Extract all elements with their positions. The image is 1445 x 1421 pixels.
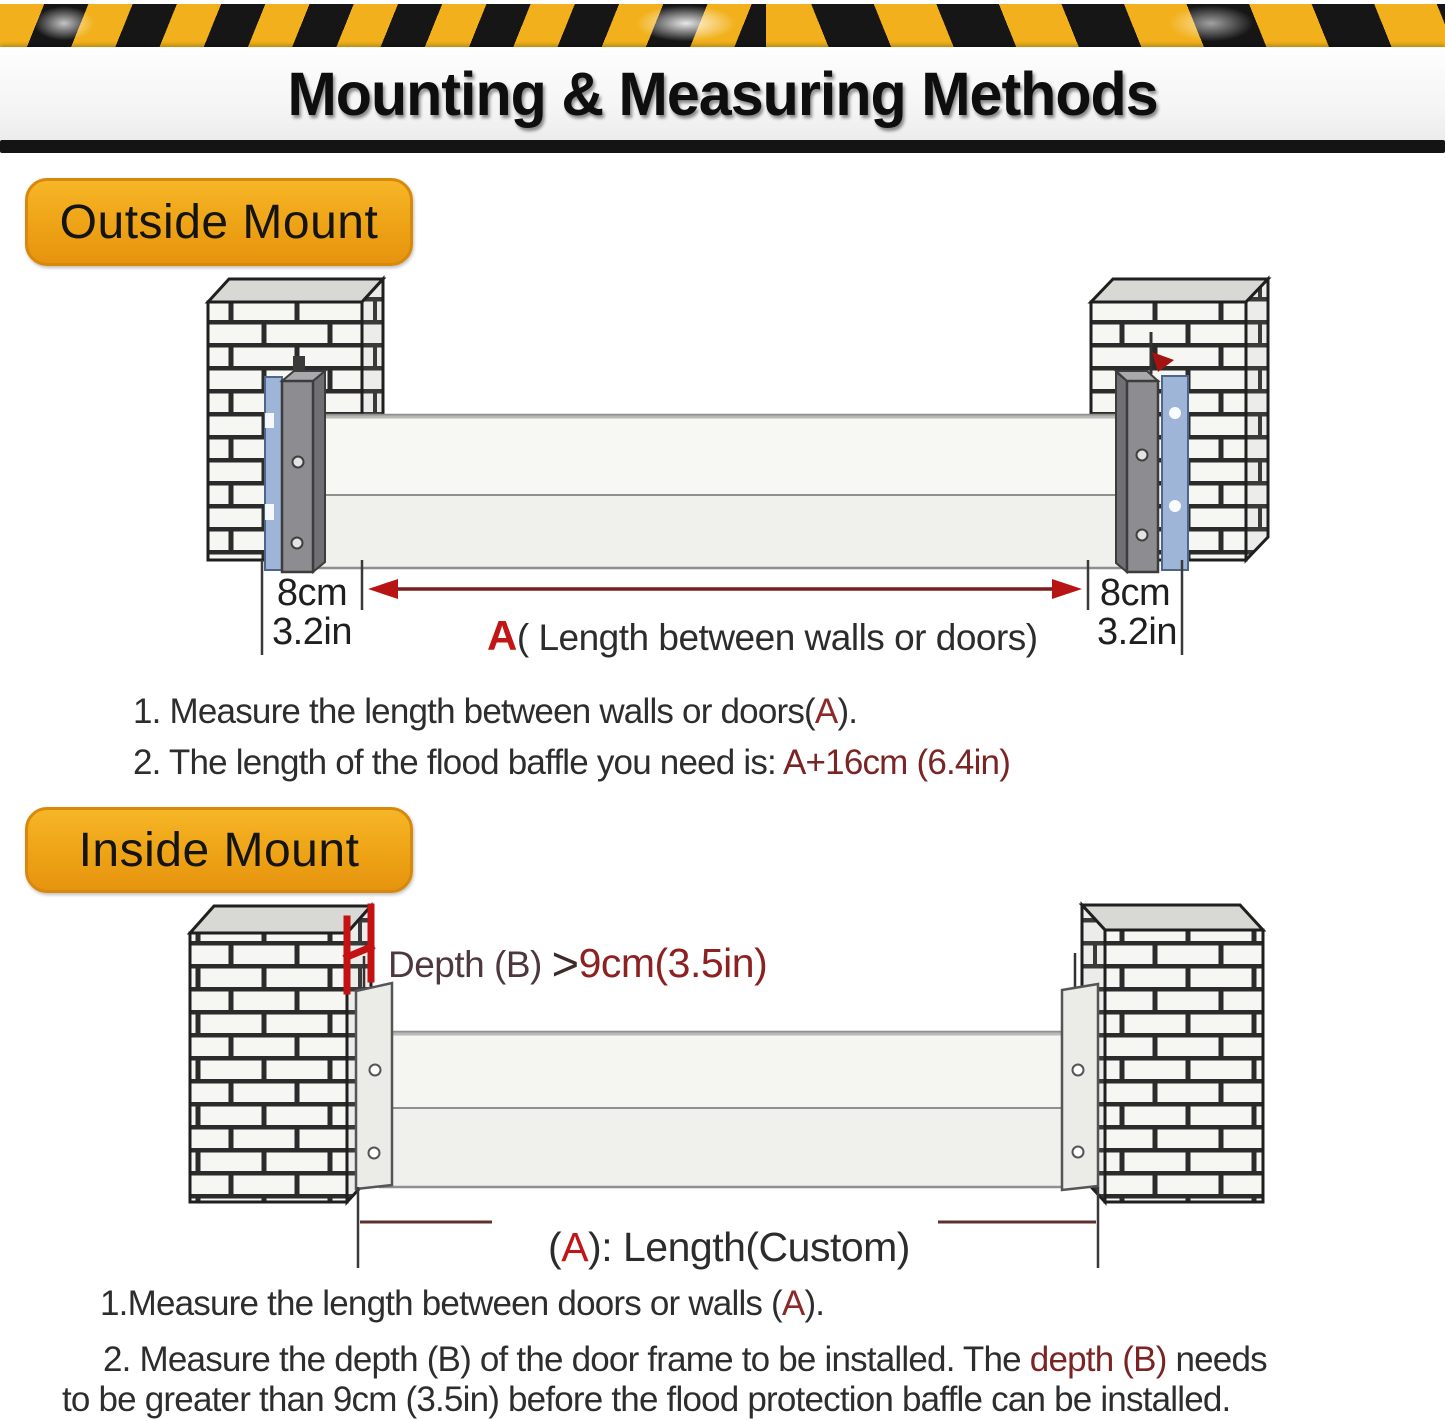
offset-right-cm: 8cm [1099, 572, 1171, 614]
mounting-bracket-left [282, 356, 325, 572]
var-a: A [487, 612, 517, 659]
outside-mount-label: Outside Mount [25, 178, 413, 266]
outside-step-2: 2. The length of the flood baffle you need is: A+16cm (6.4in) [133, 743, 1011, 782]
inside-step-2-line-2: to be greater than 9cm (3.5in) before the flood protection baffle can be installed. [62, 1380, 1231, 1419]
inside-mount-label: Inside Mount [25, 807, 413, 893]
screw-hole [1137, 450, 1148, 461]
screw-hole [369, 1148, 380, 1159]
screw-hole [1073, 1147, 1084, 1158]
depth-b-label: Depth (B) >9cm(3.5in) [388, 937, 768, 990]
flood-barrier-panels-inside [380, 1032, 1070, 1187]
offset-left-cm: 8cm [276, 572, 348, 614]
brick-pillar-right-inside [1082, 905, 1263, 1202]
channel-bracket-left-inside [356, 956, 392, 1189]
inside-step-2-line-1: 2. Measure the depth (B) of the door frame to be installed. The depth (B) needs [103, 1340, 1267, 1379]
offset-left-in: 3.2in [272, 611, 352, 653]
greater-than-sign: > [551, 937, 579, 990]
length-a-label: A( Length between walls or doors) [487, 612, 1038, 659]
outside-step-1: 1. Measure the length between walls or doors(A). [133, 692, 858, 731]
screw-hole [293, 457, 304, 468]
screw-hole [1073, 1065, 1084, 1076]
inside-step-1: 1.Measure the length between doors or walls (A). [100, 1284, 825, 1323]
length-custom-label: (A): Length(Custom) [548, 1224, 910, 1270]
offset-right-in: 3.2in [1097, 611, 1177, 653]
screw-hole [1137, 530, 1148, 541]
page-title: Mounting & Measuring Methods [287, 59, 1158, 128]
screw-hole [370, 1065, 381, 1076]
seal-strip-left [265, 377, 282, 570]
channel-bracket-right-inside [1062, 953, 1098, 1190]
flood-barrier-panels [318, 415, 1130, 568]
screw-hole [292, 538, 303, 549]
